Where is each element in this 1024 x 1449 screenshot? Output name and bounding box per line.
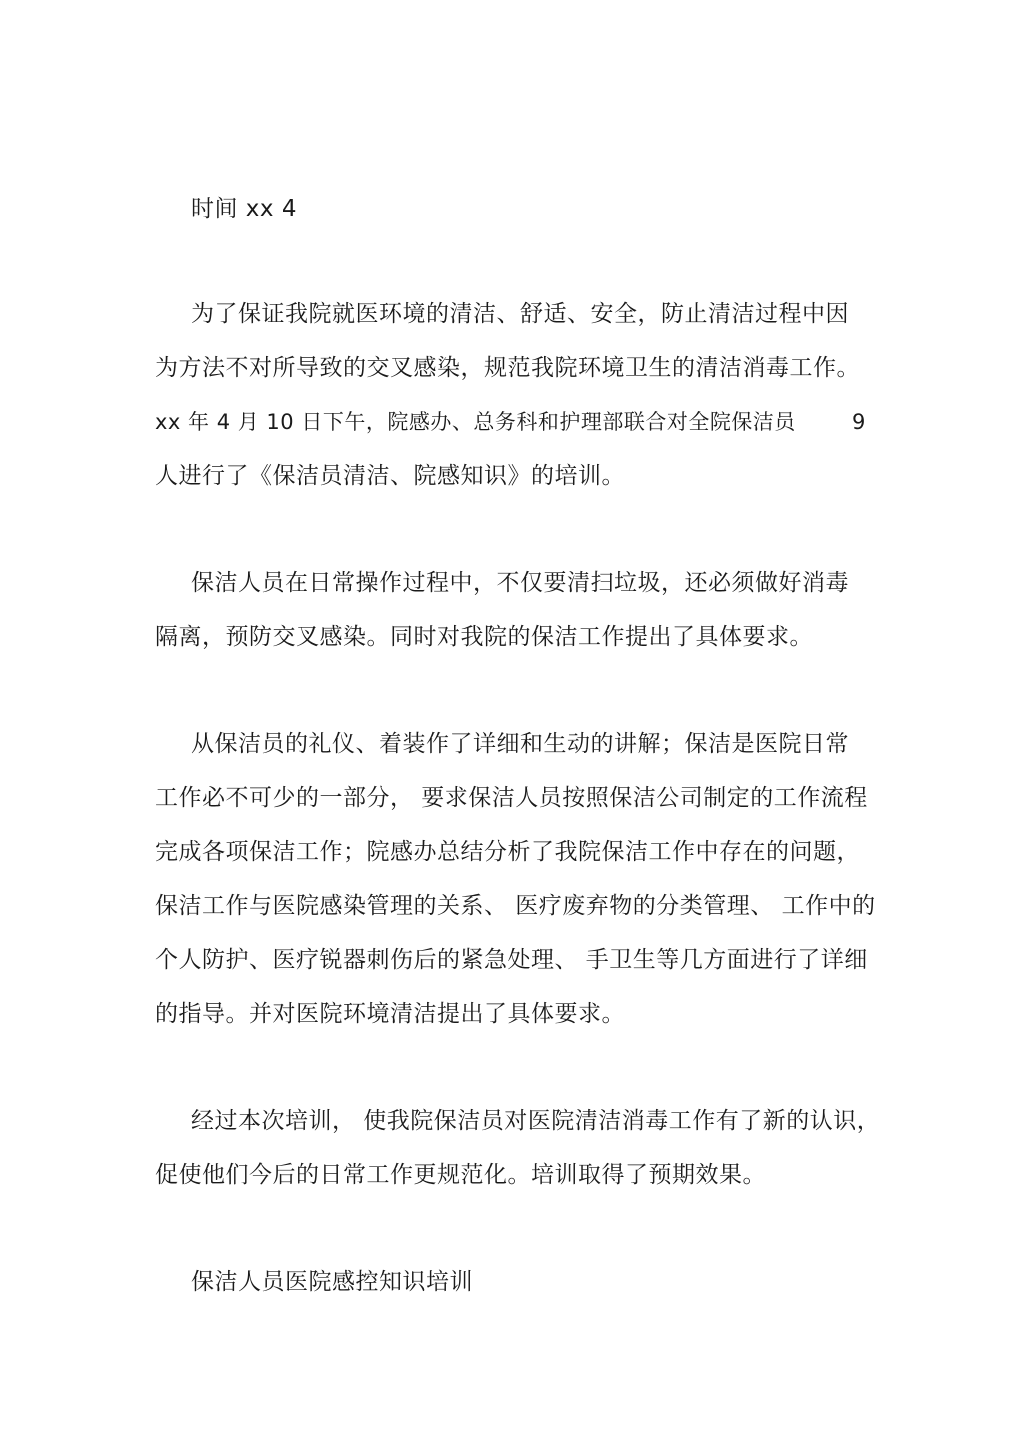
paragraph-3-line-1: 从保洁员的礼仪、着装作了详细和生动的讲解；保洁是医院日常	[191, 731, 849, 757]
time-line: 时间 xx 4	[191, 196, 297, 222]
paragraph-3-line-3: 完成各项保洁工作；院感办总结分析了我院保洁工作中存在的问题，	[155, 839, 860, 865]
paragraph-2-line-2: 隔离，预防交叉感染。同时对我院的保洁工作提出了具体要求。	[155, 624, 813, 650]
footer-title: 保洁人员医院感控知识培训	[191, 1269, 473, 1295]
paragraph-1-line-3: xx 年 4 月 10 日下午，院感办、总务科和护理部联合对全院保洁员	[155, 410, 796, 434]
paragraph-4-line-2: 促使他们今后的日常工作更规范化。培训取得了预期效果。	[155, 1162, 766, 1188]
paragraph-3-line-2: 工作必不可少的一部分， 要求保洁人员按照保洁公司制定的工作流程	[155, 785, 868, 811]
paragraph-3-line-6: 的指导。并对医院环境清洁提出了具体要求。	[155, 1001, 625, 1027]
paragraph-2-line-1: 保洁人员在日常操作过程中，不仅要清扫垃圾，还必须做好消毒	[191, 570, 849, 596]
paragraph-1-line-1: 为了保证我院就医环境的清洁、舒适、安全，防止清洁过程中因	[191, 301, 849, 327]
paragraph-3-line-5: 个人防护、医疗锐器刺伤后的紧急处理、 手卫生等几方面进行了详细	[155, 947, 868, 973]
paragraph-3-line-4: 保洁工作与医院感染管理的关系、 医疗废弃物的分类管理、 工作中的	[155, 893, 876, 919]
paragraph-1-line-2: 为方法不对所导致的交叉感染，规范我院环境卫生的清洁消毒工作。	[155, 355, 860, 381]
paragraph-1-line-4: 人进行了《保洁员清洁、院感知识》的培训。	[155, 463, 625, 489]
paragraph-4-line-1: 经过本次培训， 使我院保洁员对医院清洁消毒工作有了新的认识，	[191, 1108, 881, 1134]
paragraph-1-margin-number: 9	[852, 410, 866, 434]
